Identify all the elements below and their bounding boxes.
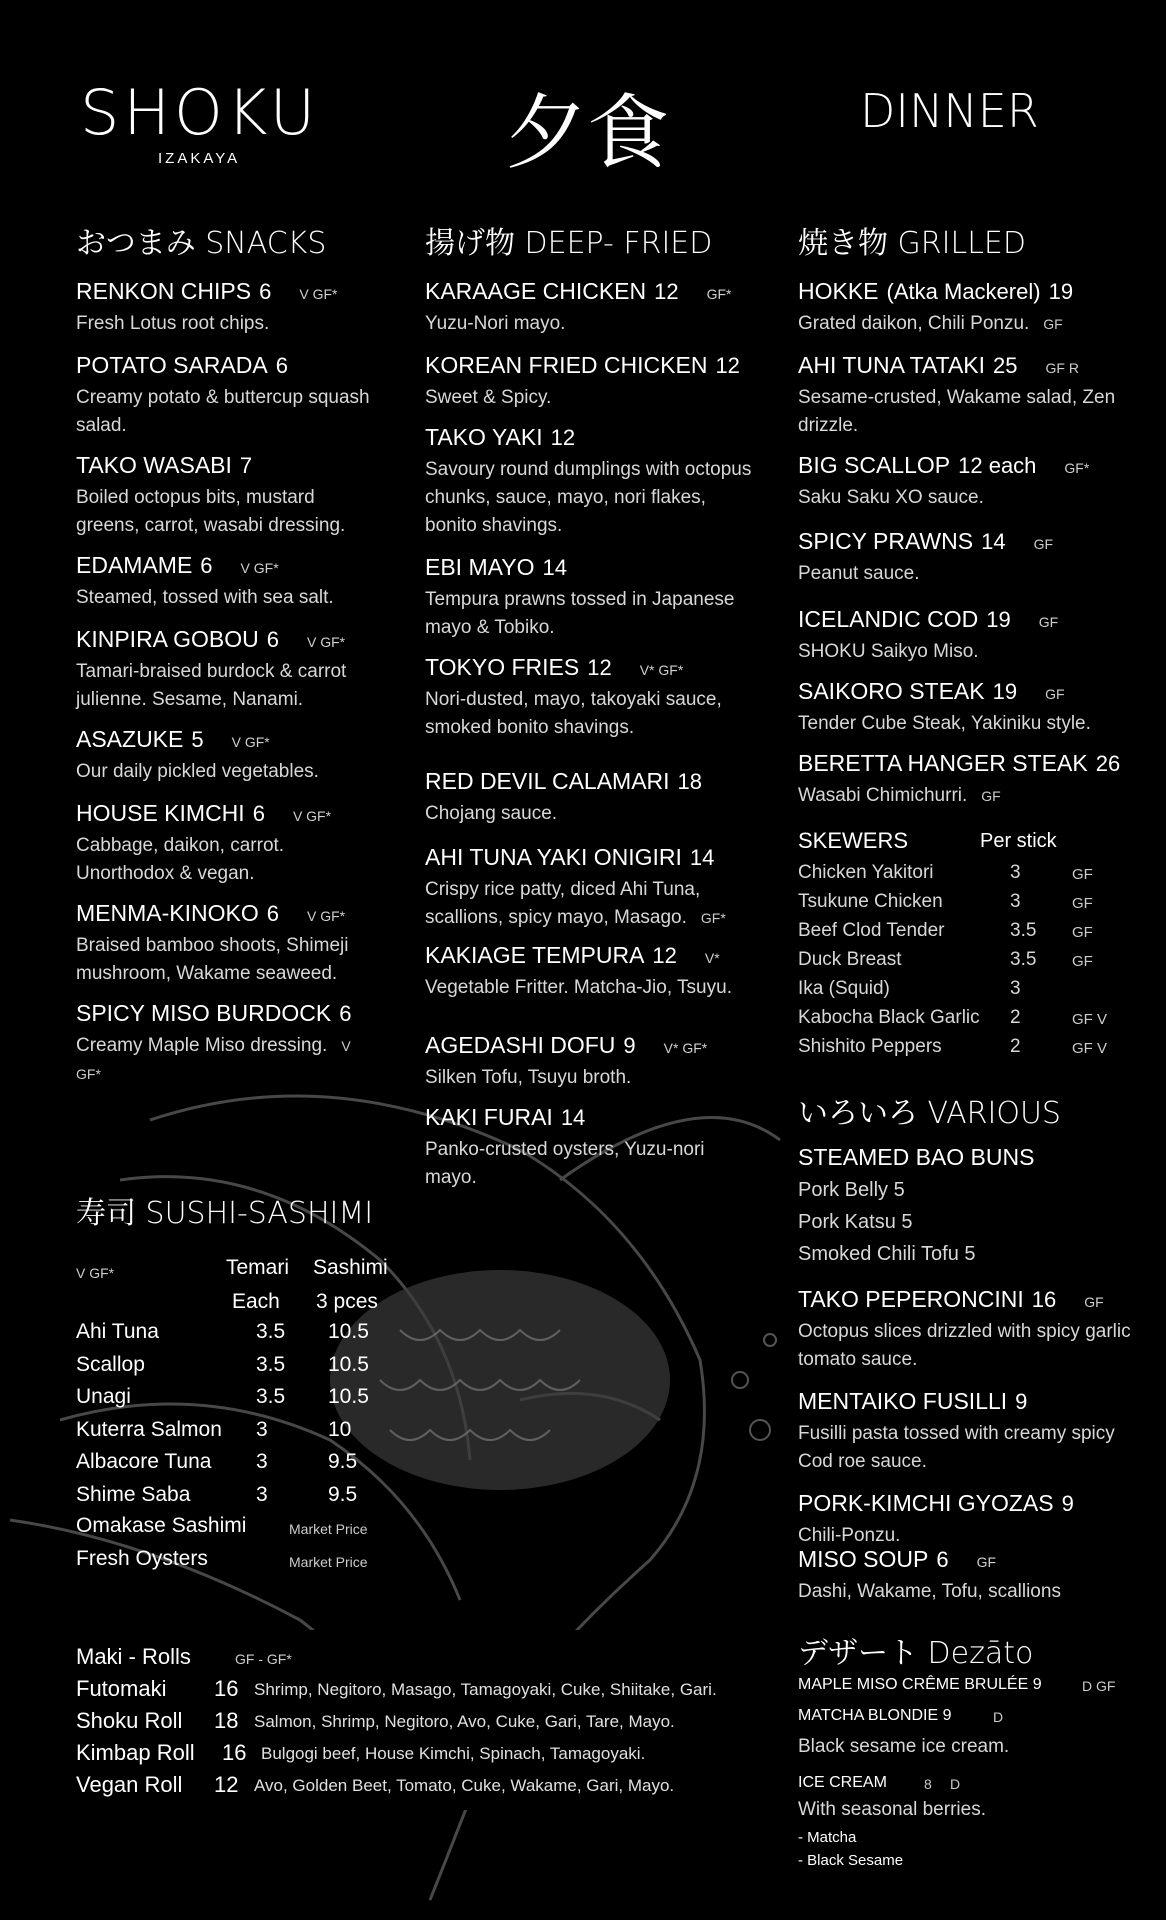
menu-item-header bbox=[425, 766, 755, 800]
menu-item-desc bbox=[76, 384, 376, 440]
menu-item-desc bbox=[798, 1420, 1138, 1476]
menu-item-desc-text: Yuzu-Nori mayo. bbox=[425, 313, 566, 334]
menu-item-tag: GF* bbox=[706, 286, 732, 302]
logo-main: SHOKU bbox=[80, 76, 320, 149]
menu-item-header bbox=[76, 898, 376, 932]
menu-item-desc-text: Tender Cube Steak, Yakiniku style. bbox=[798, 713, 1091, 734]
menu-item-header bbox=[798, 1488, 1138, 1522]
menu-item-desc bbox=[425, 686, 755, 742]
menu-item-name: KAKIAGE TEMPURA bbox=[425, 942, 645, 968]
blondie-tag: D bbox=[993, 1709, 1004, 1725]
menu-item bbox=[425, 1102, 755, 1192]
skewer-price: 3 bbox=[1010, 862, 1021, 883]
sushi-temari: 3.5 bbox=[256, 1352, 286, 1376]
menu-item-tag: GF bbox=[1045, 686, 1065, 702]
menu-item-price: 7 bbox=[239, 453, 253, 478]
maki-price: 12 bbox=[214, 1772, 239, 1797]
menu-item bbox=[76, 624, 376, 714]
menu-item-tag: GF bbox=[1033, 536, 1054, 552]
bao-item: Pork Belly 5 bbox=[798, 1179, 905, 1201]
menu-item bbox=[425, 422, 755, 540]
menu-item-price: 6 bbox=[936, 1547, 949, 1572]
skewer-tag: GF bbox=[1072, 953, 1093, 970]
icecream-flavors bbox=[798, 1826, 903, 1872]
menu-item-price: 12 bbox=[654, 279, 679, 304]
menu-item-header bbox=[425, 422, 755, 456]
menu-item-desc-text: Saku Saku XO sauce. bbox=[798, 487, 984, 508]
menu-item-price: 6 bbox=[275, 353, 288, 378]
skewer-price: 2 bbox=[1010, 1007, 1021, 1028]
menu-item-price: 16 bbox=[1031, 1287, 1057, 1312]
menu-item-name: KARAAGE CHICKEN bbox=[425, 278, 647, 304]
menu-item-header bbox=[76, 624, 376, 658]
menu-item-desc bbox=[425, 800, 755, 828]
menu-item-price: 6 bbox=[259, 279, 272, 304]
menu-item-header bbox=[425, 1030, 755, 1064]
maki-tag: GF - GF* bbox=[235, 1651, 292, 1667]
menu-item-desc bbox=[76, 584, 376, 612]
icecream-price: 8 bbox=[924, 1776, 932, 1792]
blondie-desc: Black sesame ice cream. bbox=[798, 1736, 1010, 1757]
menu-item-header bbox=[798, 350, 1138, 384]
menu-item-name: KINPIRA GOBOU bbox=[76, 626, 259, 652]
menu-item-header bbox=[425, 552, 755, 586]
menu-item-tag: GF bbox=[976, 1554, 997, 1570]
menu-item-desc-text: Sweet & Spicy. bbox=[425, 387, 552, 408]
menu-item-name: RENKON CHIPS bbox=[76, 278, 252, 304]
menu-item-header bbox=[76, 450, 376, 484]
skewer-price: 3.5 bbox=[1010, 920, 1037, 941]
menu-item-desc bbox=[425, 586, 755, 642]
menu-item-name: BERETTA HANGER STEAK bbox=[798, 750, 1088, 776]
skewer-name: Tsukune Chicken bbox=[798, 891, 943, 912]
menu-item-name: HOUSE KIMCHI bbox=[76, 800, 245, 826]
menu-item-price: 12 bbox=[550, 425, 576, 450]
menu-item-desc-text: Braised bamboo shoots, Shimeji mushroom, Wakame seaweed. bbox=[76, 935, 349, 984]
menu-item-name: TAKO WASABI bbox=[76, 452, 232, 478]
menu-item-tag-secondary: GF bbox=[1043, 316, 1063, 332]
menu-item-desc-text: Fusilli pasta tossed with creamy spicy Cod roe sauce. bbox=[798, 1423, 1115, 1472]
menu-item-price: 19 bbox=[992, 679, 1018, 704]
menu-item bbox=[425, 842, 755, 932]
menu-item-desc bbox=[798, 1318, 1138, 1374]
menu-item-price: 5 bbox=[191, 727, 204, 752]
menu-item-desc bbox=[76, 758, 376, 786]
menu-item-name: ICELANDIC COD bbox=[798, 606, 979, 632]
sushi-name: Unagi bbox=[76, 1385, 131, 1408]
menu-item-header bbox=[798, 1386, 1138, 1420]
sushi-name: Scallop bbox=[76, 1352, 145, 1376]
menu-item bbox=[425, 350, 755, 412]
menu-item-desc-text: Our daily pickled vegetables. bbox=[76, 761, 319, 782]
menu-item-name: AHI TUNA TATAKI bbox=[798, 352, 986, 378]
menu-item-price: 14 bbox=[689, 845, 715, 870]
menu-item-desc bbox=[425, 876, 755, 932]
maki-name: Futomaki bbox=[76, 1676, 167, 1701]
menu-item-desc-text: Tempura prawns tossed in Japanese mayo & Tobiko. bbox=[425, 589, 735, 638]
menu-item-price: 19 bbox=[986, 607, 1011, 632]
flavor-item: - Matcha bbox=[798, 1829, 857, 1846]
menu-item-name: EDAMAME bbox=[76, 552, 193, 578]
sushi-sashimi: 9.5 bbox=[328, 1450, 358, 1473]
menu-item bbox=[76, 998, 376, 1088]
blondie-label: MATCHA BLONDIE 9 bbox=[798, 1707, 952, 1724]
menu-item-price: 12 bbox=[587, 655, 612, 680]
sushi-temari: 3.5 bbox=[256, 1320, 286, 1343]
menu-item-header bbox=[76, 550, 376, 584]
oysters-label: Fresh Oysters bbox=[76, 1547, 208, 1570]
menu-item-desc bbox=[798, 710, 1138, 738]
menu-item-price: 9 bbox=[1061, 1491, 1074, 1516]
menu-item-header bbox=[76, 724, 376, 758]
maki-desc: Avo, Golden Beet, Tomato, Cuke, Wakame, Gari, Mayo. bbox=[254, 1776, 675, 1795]
skewer-name: Beef Clod Tender bbox=[798, 920, 945, 941]
menu-item-name: BIG SCALLOP bbox=[798, 452, 951, 478]
sushi-temari: 3 bbox=[256, 1417, 268, 1441]
menu-item bbox=[76, 276, 376, 338]
menu-item-header bbox=[798, 676, 1138, 710]
skewer-name: Ika (Squid) bbox=[798, 978, 890, 999]
menu-item-tag: GF* bbox=[1064, 460, 1090, 476]
skewer-name: Chicken Yakitori bbox=[798, 862, 934, 883]
menu-item bbox=[76, 350, 376, 440]
menu-item-desc bbox=[425, 384, 755, 412]
menu-item-desc bbox=[76, 832, 376, 888]
menu-item-tag: V GF* bbox=[231, 734, 270, 750]
skewer-name: Shishito Peppers bbox=[798, 1036, 942, 1057]
menu-item-tag: GF bbox=[1084, 1294, 1104, 1310]
sushi-temari: 3 bbox=[256, 1450, 268, 1473]
various-title: いろいろ VARIOUS bbox=[798, 1096, 1061, 1131]
menu-item-desc-text: Vegetable Fritter. Matcha-Jio, Tsuyu. bbox=[425, 977, 732, 998]
menu-item-name: AGEDASHI DOFU bbox=[425, 1032, 616, 1058]
menu-item-header bbox=[425, 940, 755, 974]
menu-item-desc bbox=[76, 932, 376, 988]
menu-item-header bbox=[76, 350, 376, 384]
menu-item-tag: GF R bbox=[1045, 360, 1079, 376]
menu-item-header bbox=[798, 526, 1138, 560]
skewer-price: 3 bbox=[1010, 978, 1021, 999]
sushi-sashimi: 10.5 bbox=[328, 1352, 369, 1376]
sushi-col1: Temari bbox=[226, 1256, 290, 1279]
menu-item-tag-secondary: GF* bbox=[700, 910, 726, 926]
menu-item-tag: V GF* bbox=[299, 286, 338, 302]
menu-item bbox=[425, 1030, 755, 1092]
menu-item-price: 6 bbox=[339, 1001, 352, 1026]
menu-item-desc-text: Chili-Ponzu. bbox=[798, 1525, 901, 1546]
menu-item-name: KAKI FURAI bbox=[425, 1104, 553, 1130]
menu-item-header bbox=[76, 276, 376, 310]
maki-title: Maki - Rolls bbox=[76, 1644, 191, 1669]
menu-item bbox=[76, 798, 376, 888]
menu-item bbox=[798, 1284, 1138, 1374]
brulee-tag: D GF bbox=[1082, 1678, 1116, 1694]
brulee-label: MAPLE MISO CRÊME BRULÉE 9 bbox=[798, 1676, 1042, 1693]
menu-item bbox=[798, 676, 1138, 738]
sushi-sashimi: 10.5 bbox=[328, 1385, 369, 1408]
menu-item-desc bbox=[76, 310, 376, 338]
sushi-name: Albacore Tuna bbox=[76, 1450, 212, 1473]
menu-item-header bbox=[798, 1544, 1138, 1578]
grilled-title: 焼き物 GRILLED bbox=[798, 226, 1026, 261]
menu-item-tag: GF bbox=[1038, 614, 1059, 630]
sushi-name: Shime Saba bbox=[76, 1482, 191, 1506]
menu-item-tag: V GF* bbox=[307, 634, 346, 650]
menu-item-desc bbox=[76, 658, 376, 714]
menu-item-price: 6 bbox=[266, 901, 279, 926]
menu-item-desc bbox=[425, 1136, 755, 1192]
menu-item-desc-text: Silken Tofu, Tsuyu broth. bbox=[425, 1067, 632, 1088]
menu-item-desc-text: Boiled octopus bits, mustard greens, carrot, wasabi dressing. bbox=[76, 487, 346, 536]
menu-item-header bbox=[798, 748, 1138, 782]
menu-item-desc bbox=[425, 310, 755, 338]
menu-item-name: HOKKE bbox=[798, 278, 879, 304]
menu-item-desc bbox=[798, 782, 1138, 810]
sushi-col1b: Each bbox=[232, 1290, 280, 1313]
menu-item-name: TAKO PEPERONCINI bbox=[798, 1286, 1024, 1312]
menu-item-desc-text: Crispy rice patty, diced Ahi Tuna, scallions, spicy mayo, Masago. bbox=[425, 879, 701, 928]
menu-item-tag: V GF* bbox=[292, 808, 332, 824]
menu-item-name: PORK-KIMCHI GYOZAS bbox=[798, 1490, 1054, 1516]
menu-item bbox=[798, 1544, 1138, 1606]
menu-item-desc-text: Dashi, Wakame, Tofu, scallions bbox=[798, 1581, 1061, 1602]
menu-item-price: 6 bbox=[200, 553, 213, 578]
logo bbox=[80, 76, 320, 167]
maki-price: 18 bbox=[214, 1708, 239, 1733]
menu-item-header bbox=[425, 652, 755, 686]
menu-item-price: 12 each bbox=[958, 453, 1037, 478]
logo-sub: IZAKAYA bbox=[158, 150, 241, 167]
snacks-title: おつまみ SNACKS bbox=[76, 226, 327, 261]
menu-item-price: 14 bbox=[542, 555, 567, 580]
skewer-price: 2 bbox=[1010, 1036, 1021, 1057]
menu-item bbox=[798, 350, 1138, 440]
menu-item-name: KOREAN FRIED CHICKEN bbox=[425, 352, 708, 378]
skewers-per: Per stick bbox=[980, 830, 1057, 852]
menu-item-header bbox=[425, 842, 755, 876]
menu-item-desc-text: SHOKU Saikyo Miso. bbox=[798, 641, 979, 662]
maki-price: 16 bbox=[214, 1676, 239, 1701]
menu-item-desc bbox=[798, 384, 1138, 440]
menu-item-desc bbox=[798, 638, 1138, 666]
menu-item-desc bbox=[798, 560, 1138, 588]
menu-item bbox=[798, 748, 1138, 810]
sushi-temari: 3.5 bbox=[256, 1385, 286, 1408]
menu-item bbox=[798, 604, 1138, 666]
bao-item: Smoked Chili Tofu 5 bbox=[798, 1243, 976, 1265]
menu-item-desc-text: Octopus slices drizzled with spicy garlic tomato sauce. bbox=[798, 1321, 1131, 1370]
menu-item-tag: V GF* bbox=[240, 560, 279, 576]
skewer-tag: GF bbox=[1072, 866, 1093, 883]
menu-item bbox=[76, 550, 376, 612]
menu-item-desc bbox=[76, 484, 376, 540]
skewer-tag: GF bbox=[1072, 895, 1093, 912]
menu-item-price: 9 bbox=[1015, 1389, 1028, 1414]
menu-item-desc-text: Grated daikon, Chili Ponzu. bbox=[798, 313, 1030, 334]
menu-item-tag-secondary: GF bbox=[981, 788, 1001, 804]
skewer-price: 3 bbox=[1010, 891, 1021, 912]
sushi-name: Ahi Tuna bbox=[76, 1320, 159, 1343]
menu-item-desc-text: Chojang sauce. bbox=[425, 803, 558, 824]
skewer-tag: GF V bbox=[1072, 1011, 1108, 1028]
menu-item-desc-text: Creamy potato & buttercup squash salad. bbox=[76, 387, 370, 436]
oysters-price: Market Price bbox=[289, 1554, 368, 1570]
menu-item-desc bbox=[425, 1064, 755, 1092]
dessert-title: デザート Dezāto bbox=[798, 1636, 1034, 1671]
icecream-desc: With seasonal berries. bbox=[798, 1799, 986, 1820]
sushi-sashimi: 10.5 bbox=[328, 1320, 369, 1343]
menu-item-name: EBI MAYO bbox=[425, 554, 535, 580]
menu-item-name: TOKYO FRIES bbox=[425, 654, 580, 680]
menu-item-desc bbox=[798, 310, 1138, 338]
menu-item-price: 18 bbox=[677, 769, 703, 794]
menu-item-desc-text: Panko-crusted oysters, Yuzu-nori mayo. bbox=[425, 1139, 705, 1188]
skewer-tag: GF V bbox=[1072, 1040, 1108, 1057]
menu-item-name: SPICY MISO BURDOCK bbox=[76, 1000, 332, 1026]
menu-item-price: 12 bbox=[715, 353, 740, 378]
flavor-item: - Black Sesame bbox=[798, 1852, 904, 1869]
menu-item-desc bbox=[798, 1578, 1138, 1606]
menu-item bbox=[798, 1386, 1138, 1476]
menu-item bbox=[425, 552, 755, 642]
menu-item-desc bbox=[425, 974, 755, 1002]
menu-item-price: 26 bbox=[1095, 751, 1121, 776]
sushi-col2b: 3 pces bbox=[316, 1290, 378, 1313]
skewer-price: 3.5 bbox=[1010, 949, 1037, 970]
title-kanji: 夕食 bbox=[505, 86, 670, 181]
menu-item-tag: V* bbox=[704, 950, 720, 966]
maki-name: Shoku Roll bbox=[76, 1708, 183, 1733]
menu-item-tag-secondary: V GF* bbox=[76, 1038, 351, 1082]
maki-desc: Bulgogi beef, House Kimchi, Spinach, Tamagoyaki. bbox=[261, 1744, 646, 1763]
menu-item-tag: V* GF* bbox=[639, 662, 684, 678]
menu-item-desc-text: Tamari-braised burdock & carrot julienne. Sesame, Nanami. bbox=[76, 661, 347, 710]
menu-item bbox=[76, 898, 376, 988]
menu-item bbox=[798, 276, 1138, 338]
maki-desc: Shrimp, Negitoro, Masago, Tamagoyaki, Cuke, Shiitake, Gari. bbox=[254, 1680, 717, 1699]
menu-item-name: POTATO SARADA bbox=[76, 352, 268, 378]
menu-item bbox=[425, 276, 755, 338]
menu-item-desc bbox=[425, 456, 755, 540]
menu-item-desc-text: Nori-dusted, mayo, takoyaki sauce, smoked bonito shavings. bbox=[425, 689, 722, 738]
menu-item-price: 25 bbox=[993, 353, 1018, 378]
skewer-name: Duck Breast bbox=[798, 949, 902, 970]
menu-item-price: 14 bbox=[981, 529, 1006, 554]
menu-item-name: SAIKORO STEAK bbox=[798, 678, 985, 704]
menu-item-price: 6 bbox=[252, 801, 265, 826]
menu-item bbox=[425, 766, 755, 828]
icecream-tag: D bbox=[950, 1776, 961, 1792]
menu-item-name: SPICY PRAWNS bbox=[798, 528, 974, 554]
menu-item-desc-text: Sesame-crusted, Wakame salad, Zen drizzle. bbox=[798, 387, 1116, 436]
menu-item-tag: V GF* bbox=[306, 908, 346, 924]
menu-item-name: MENTAIKO FUSILLI bbox=[798, 1388, 1008, 1414]
menu-item-price: 6 bbox=[266, 627, 280, 652]
sushi-col2: Sashimi bbox=[313, 1256, 388, 1279]
fried-title: 揚げ物 DEEP- FRIED bbox=[425, 226, 713, 261]
menu-item bbox=[798, 450, 1138, 512]
menu-item-header bbox=[798, 1284, 1138, 1318]
menu-item-header bbox=[425, 1102, 755, 1136]
menu-item bbox=[425, 652, 755, 742]
menu-item-desc-text: Steamed, tossed with sea salt. bbox=[76, 587, 334, 608]
menu-item-price: 19 bbox=[1048, 279, 1074, 304]
menu-item bbox=[76, 724, 376, 786]
skewers-title: SKEWERS bbox=[798, 828, 909, 853]
sushi-name: Kuterra Salmon bbox=[76, 1417, 222, 1441]
menu-item-desc-text: Fresh Lotus root chips. bbox=[76, 313, 270, 334]
menu-item-price: 12 bbox=[652, 943, 677, 968]
menu-item-tag: V* GF* bbox=[663, 1040, 708, 1056]
menu-item-name: AHI TUNA YAKI ONIGIRI bbox=[425, 844, 682, 870]
sushi-title: 寿司 SUSHI-SASHIMI bbox=[76, 1196, 374, 1231]
omakase-label: Omakase Sashimi bbox=[76, 1514, 247, 1537]
maki-name: Vegan Roll bbox=[76, 1772, 183, 1797]
menu-item-name: TAKO YAKI bbox=[425, 424, 543, 450]
menu-item-name: RED DEVIL CALAMARI bbox=[425, 768, 670, 794]
menu-item-price: 14 bbox=[560, 1105, 586, 1130]
sushi-sashimi: 9.5 bbox=[328, 1482, 358, 1506]
title-dinner: DINNER bbox=[860, 84, 1039, 138]
menu-item bbox=[425, 940, 755, 1002]
menu-item-header bbox=[76, 798, 376, 832]
menu-item-name: MENMA-KINOKO bbox=[76, 900, 259, 926]
sushi-sashimi: 10 bbox=[328, 1417, 352, 1441]
menu-item-desc-text: Creamy Maple Miso dressing. bbox=[76, 1035, 328, 1056]
menu-item-name: ASAZUKE bbox=[76, 726, 184, 752]
menu-item-header bbox=[798, 604, 1138, 638]
menu-item-header bbox=[798, 276, 1138, 310]
menu-item-extra: (Atka Mackerel) bbox=[886, 279, 1041, 304]
bao-item: Pork Katsu 5 bbox=[798, 1211, 913, 1233]
menu-item-header bbox=[798, 450, 1138, 484]
menu-item-desc-text: Cabbage, daikon, carrot. Unorthodox & vegan. bbox=[76, 835, 285, 884]
menu-item bbox=[798, 526, 1138, 588]
menu-item bbox=[798, 1488, 1138, 1550]
menu-item-desc bbox=[798, 484, 1138, 512]
icecream-label: ICE CREAM bbox=[798, 1774, 887, 1791]
menu-item-desc bbox=[76, 1032, 376, 1088]
menu-item-desc-text: Peanut sauce. bbox=[798, 563, 920, 584]
omakase-price: Market Price bbox=[289, 1521, 368, 1537]
menu-item-desc-text: Savoury round dumplings with octopus chunks, sauce, mayo, nori flakes, bonito shavings. bbox=[425, 459, 752, 536]
menu-item-name: MISO SOUP bbox=[798, 1546, 929, 1572]
menu-item-header bbox=[425, 276, 755, 310]
sushi-tag: V GF* bbox=[76, 1265, 115, 1281]
bao-title: STEAMED BAO BUNS bbox=[798, 1144, 1035, 1170]
menu-item-desc-text: Wasabi Chimichurri. bbox=[798, 785, 968, 806]
maki-price: 16 bbox=[222, 1740, 247, 1765]
skewer-tag: GF bbox=[1072, 924, 1093, 941]
maki-desc: Salmon, Shrimp, Negitoro, Avo, Cuke, Gari, Tare, Mayo. bbox=[254, 1712, 675, 1731]
menu-item-header bbox=[425, 350, 755, 384]
menu-item bbox=[76, 450, 376, 540]
skewer-name: Kabocha Black Garlic bbox=[798, 1007, 980, 1028]
menu-item-header bbox=[76, 998, 376, 1032]
maki-name: Kimbap Roll bbox=[76, 1740, 195, 1765]
menu-item-price: 9 bbox=[623, 1033, 636, 1058]
sushi-temari: 3 bbox=[256, 1482, 268, 1506]
